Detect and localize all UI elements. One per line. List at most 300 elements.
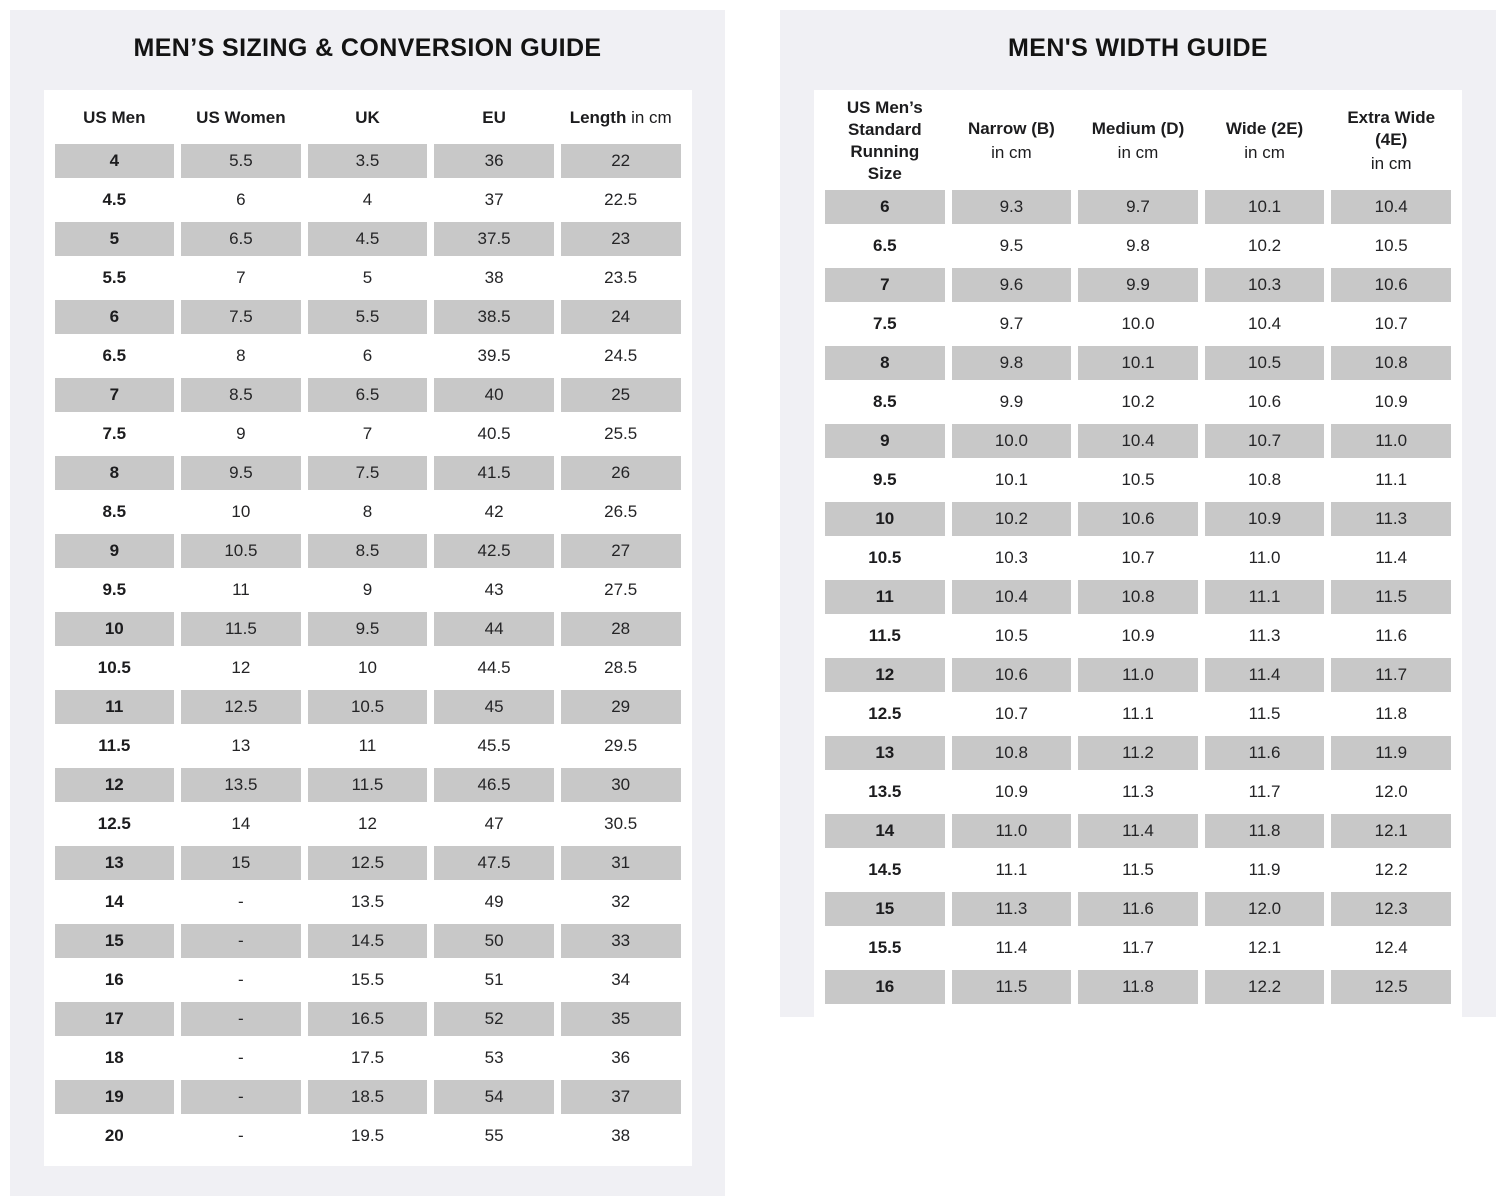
table-cell: 16.5 [308, 1002, 428, 1036]
table-cell: 11.4 [1375, 548, 1408, 568]
column-header: US Men [83, 107, 146, 127]
table-cell: 26 [561, 456, 681, 490]
table-cell: 9 [825, 424, 945, 458]
table-cell: 11.0 [1078, 658, 1198, 692]
table-cell: 4.5 [308, 222, 428, 256]
table-cell: 10.0 [952, 424, 1072, 458]
table-cell: 14 [104, 892, 124, 911]
table-cell: 8 [825, 346, 945, 380]
column-header: US Women [196, 107, 286, 127]
table-cell: 10.8 [1248, 470, 1282, 490]
sizing-conversion-table [48, 92, 688, 1158]
table-cell: 23 [561, 222, 681, 256]
table-row [55, 885, 681, 919]
table-row [55, 846, 681, 880]
table-cell: 37 [484, 190, 504, 209]
table-cell: 10.8 [1078, 580, 1198, 614]
column-header: US Men’s Standard Running Size [846, 98, 923, 184]
table-cell: 11.5 [868, 626, 901, 646]
table-cell: 11 [55, 690, 175, 724]
table-cell: 12.4 [1374, 938, 1408, 958]
table-cell: 13.5 [868, 782, 902, 802]
table-cell: 9.6 [952, 268, 1072, 302]
table-cell: 8.5 [872, 392, 897, 412]
table-row [55, 690, 681, 724]
table-cell: 5.5 [181, 144, 301, 178]
table-row [825, 697, 1451, 731]
table-cell: 15.5 [350, 970, 385, 989]
column-header: EU [482, 107, 506, 127]
table-cell: 4.5 [102, 190, 127, 209]
table-cell: 38 [484, 268, 504, 287]
table-row [825, 892, 1451, 926]
table-cell: 22 [561, 144, 681, 178]
table-cell: 10 [825, 502, 945, 536]
table-cell: 12.1 [1331, 814, 1451, 848]
table-row [55, 300, 681, 334]
table-cell: 11.6 [1078, 892, 1198, 926]
table-row [55, 222, 681, 256]
table-row [55, 339, 681, 373]
table-cell: 9.5 [308, 612, 428, 646]
table-cell: 38 [611, 1126, 631, 1145]
table-cell: 40.5 [477, 424, 511, 443]
table-row [825, 970, 1451, 1004]
table-cell: 54 [434, 1080, 554, 1114]
table-cell: 12.5 [181, 690, 301, 724]
table-cell: 42 [484, 502, 504, 521]
table-cell: 45.5 [477, 736, 511, 755]
table-cell: 6.5 [308, 378, 428, 412]
table-row [825, 814, 1451, 848]
table-cell: 32 [611, 892, 631, 911]
table-cell: 15 [181, 846, 301, 880]
table-cell: 10.5 [181, 534, 301, 568]
sizing-conversion-panel [10, 10, 725, 1196]
table-cell: 38.5 [434, 300, 554, 334]
table-cell: 19.5 [350, 1126, 385, 1145]
table-cell: 12.5 [308, 846, 428, 880]
table-row [55, 729, 681, 763]
table-cell: 20 [104, 1126, 124, 1145]
table-cell: 30.5 [604, 814, 638, 833]
table-cell: 9.7 [999, 314, 1024, 334]
table-cell: 30 [561, 768, 681, 802]
table-cell: 9 [362, 580, 373, 599]
table-row [825, 736, 1451, 770]
sizing-conversion-title: MEN’S SIZING & CONVERSION GUIDE [133, 34, 602, 62]
table-cell: 25.5 [604, 424, 638, 443]
table-cell: 14.5 [308, 924, 428, 958]
table-cell: 11.4 [1205, 658, 1325, 692]
table-cell: 10.4 [1248, 314, 1282, 334]
table-cell: 11.3 [1248, 626, 1281, 646]
table-cell: 41.5 [434, 456, 554, 490]
table-cell: 12.2 [1374, 860, 1408, 880]
table-cell: 9.7 [1078, 190, 1198, 224]
table-cell: 11.3 [1331, 502, 1451, 536]
table-cell: 9.5 [872, 470, 897, 490]
table-cell: 6 [362, 346, 373, 365]
table-cell: 9.3 [952, 190, 1072, 224]
table-cell: 6.5 [872, 236, 897, 256]
table-cell: 6 [55, 300, 175, 334]
table-cell: 13.5 [181, 768, 301, 802]
table-cell: 11.5 [1331, 580, 1451, 614]
table-cell: 11.3 [1122, 782, 1154, 802]
table-cell: 10 [55, 612, 175, 646]
table-cell: 9.9 [999, 392, 1024, 412]
table-cell: 35 [561, 1002, 681, 1036]
table-cell: 9 [236, 424, 246, 443]
table-cell: 9.8 [952, 346, 1072, 380]
header-row [55, 97, 681, 139]
table-cell: 27 [561, 534, 681, 568]
table-cell: - [238, 1126, 244, 1145]
table-cell: 8 [236, 346, 246, 365]
table-row [55, 1119, 681, 1153]
table-cell: 15 [55, 924, 175, 958]
table-cell: 10.9 [1205, 502, 1325, 536]
table-cell: 26.5 [604, 502, 638, 521]
table-cell: 12 [55, 768, 175, 802]
table-cell: 10.5 [1121, 470, 1155, 490]
column-header: Wide (2E) in cm [1225, 119, 1304, 163]
table-cell: 10.4 [1078, 424, 1198, 458]
table-cell: 10.7 [1205, 424, 1325, 458]
table-cell: 7 [825, 268, 945, 302]
table-cell: 13.5 [350, 892, 385, 911]
table-cell: 18 [104, 1048, 124, 1067]
table-cell: 9 [55, 534, 175, 568]
table-row [825, 658, 1451, 692]
table-cell: 10.4 [952, 580, 1072, 614]
table-cell: 10.6 [1331, 268, 1451, 302]
table-row [55, 924, 681, 958]
table-cell: 11.3 [952, 892, 1072, 926]
table-cell: 5.5 [102, 268, 127, 287]
table-cell: 55 [484, 1126, 504, 1145]
table-cell: 47 [484, 814, 504, 833]
table-row [55, 807, 681, 841]
table-cell: 11.0 [1248, 548, 1281, 568]
table-row [55, 612, 681, 646]
table-cell: 11.2 [1078, 736, 1198, 770]
table-cell: 10.8 [952, 736, 1072, 770]
table-cell: - [238, 1048, 244, 1067]
table-cell: 11.0 [952, 814, 1072, 848]
table-row [825, 268, 1451, 302]
table-cell: 12.3 [1331, 892, 1451, 926]
table-row [55, 417, 681, 451]
table-cell: 29 [561, 690, 681, 724]
table-cell: 9.9 [1078, 268, 1198, 302]
table-cell: 12 [825, 658, 945, 692]
table-row [825, 502, 1451, 536]
width-guide-title: MEN'S WIDTH GUIDE [1008, 34, 1268, 62]
table-row [825, 775, 1451, 809]
table-cell: 8.5 [181, 378, 301, 412]
table-cell: 13 [231, 736, 251, 755]
table-cell: 10.1 [1205, 190, 1325, 224]
table-cell: 11.1 [1205, 580, 1325, 614]
table-cell: 12.5 [1331, 970, 1451, 1004]
table-cell: 34 [611, 970, 631, 989]
table-cell: - [181, 1080, 301, 1114]
table-cell: 11.5 [98, 736, 131, 755]
table-cell: - [181, 924, 301, 958]
table-cell: 11.0 [1331, 424, 1451, 458]
table-row [55, 261, 681, 295]
table-cell: 12 [231, 658, 251, 677]
table-cell: 10.1 [1078, 346, 1198, 380]
table-cell: 25 [561, 378, 681, 412]
table-cell: 11.5 [952, 970, 1072, 1004]
table-cell: 12.1 [1248, 938, 1282, 958]
table-cell: 10.1 [994, 470, 1028, 490]
column-header: UK [355, 107, 380, 127]
table-cell: 11.5 [1122, 860, 1154, 880]
table-cell: 10.3 [1205, 268, 1325, 302]
table-cell: 9.5 [999, 236, 1024, 256]
table-cell: 10.6 [1078, 502, 1198, 536]
table-cell: 12.5 [97, 814, 131, 833]
table-cell: 36 [434, 144, 554, 178]
table-cell: 4 [55, 144, 175, 178]
table-cell: 10 [231, 502, 251, 521]
table-cell: 10.0 [1121, 314, 1155, 334]
table-cell: 10.5 [1374, 236, 1408, 256]
table-cell: 11.8 [1078, 970, 1198, 1004]
table-cell: 23.5 [604, 268, 638, 287]
table-cell: 13 [825, 736, 945, 770]
table-cell: 24 [561, 300, 681, 334]
table-cell: 50 [434, 924, 554, 958]
table-cell: 7.5 [181, 300, 301, 334]
table-row [825, 307, 1451, 341]
table-cell: 10.9 [994, 782, 1028, 802]
table-cell: 10.8 [1331, 346, 1451, 380]
table-cell: 12.2 [1205, 970, 1325, 1004]
table-cell: 11.1 [1122, 704, 1154, 724]
table-cell: 11 [232, 580, 250, 599]
table-cell: 5 [362, 268, 373, 287]
width-guide-card [814, 90, 1462, 1017]
table-cell: 10.5 [868, 548, 902, 568]
table-cell: 6 [236, 190, 246, 209]
table-cell: 22.5 [604, 190, 638, 209]
table-cell: 24.5 [604, 346, 638, 365]
table-cell: 40 [434, 378, 554, 412]
table-cell: 8 [55, 456, 175, 490]
table-row [825, 931, 1451, 965]
table-cell: 11.1 [995, 860, 1028, 880]
table-cell: 7 [362, 424, 373, 443]
table-cell: 12.0 [1374, 782, 1408, 802]
table-cell: 19 [55, 1080, 175, 1114]
table-row [825, 580, 1451, 614]
table-cell: 53 [484, 1048, 504, 1067]
table-cell: 11.7 [1248, 782, 1281, 802]
table-cell: 12.0 [1205, 892, 1325, 926]
table-cell: 10.5 [1205, 346, 1325, 380]
table-cell: 10.5 [97, 658, 131, 677]
sizing-conversion-card [44, 90, 692, 1166]
table-cell: 17 [55, 1002, 175, 1036]
table-cell: 10.7 [994, 704, 1028, 724]
table-cell: 5 [55, 222, 175, 256]
table-cell: 10.4 [1331, 190, 1451, 224]
table-cell: 17.5 [350, 1048, 385, 1067]
table-row [55, 963, 681, 997]
table-cell: 11.5 [308, 768, 428, 802]
table-cell: 11.6 [1375, 626, 1408, 646]
table-row [55, 1041, 681, 1075]
table-cell: 44.5 [477, 658, 511, 677]
table-cell: 9.8 [1126, 236, 1150, 256]
table-cell: 28 [561, 612, 681, 646]
table-row [825, 346, 1451, 380]
table-row [55, 1080, 681, 1114]
header-row [825, 97, 1451, 185]
table-cell: 9.5 [102, 580, 127, 599]
column-header: Length in cm [569, 107, 672, 127]
table-cell: 28.5 [604, 658, 638, 677]
table-cell: 9.5 [181, 456, 301, 490]
table-cell: 3.5 [308, 144, 428, 178]
table-cell: 16 [104, 970, 124, 989]
table-cell: 33 [561, 924, 681, 958]
table-cell: 10.2 [1248, 236, 1282, 256]
table-cell: 8.5 [102, 502, 127, 521]
table-row [825, 853, 1451, 887]
column-header: Medium (D) in cm [1091, 119, 1185, 163]
table-cell: 11 [358, 736, 377, 755]
table-cell: 7.5 [308, 456, 428, 490]
table-row [825, 190, 1451, 224]
table-cell: 11.9 [1248, 860, 1281, 880]
table-cell: 6.5 [102, 346, 127, 365]
table-cell: 5.5 [308, 300, 428, 334]
table-cell: 46.5 [434, 768, 554, 802]
table-cell: 11.8 [1375, 704, 1408, 724]
table-cell: 18.5 [308, 1080, 428, 1114]
table-row [55, 495, 681, 529]
table-cell: 6.5 [181, 222, 301, 256]
table-cell: 7 [236, 268, 246, 287]
table-cell: 14.5 [868, 860, 902, 880]
table-cell: 14 [825, 814, 945, 848]
table-row [825, 229, 1451, 263]
table-cell: 10.5 [994, 626, 1028, 646]
table-cell: 10.9 [1121, 626, 1155, 646]
table-cell: 14 [231, 814, 251, 833]
table-cell: 29.5 [604, 736, 638, 755]
table-cell: 36 [611, 1048, 631, 1067]
table-cell: 11.4 [995, 938, 1028, 958]
table-row [825, 463, 1451, 497]
table-cell: 7.5 [102, 424, 127, 443]
table-cell: 12.5 [868, 704, 902, 724]
table-cell: - [238, 892, 244, 911]
table-row [825, 541, 1451, 575]
table-row [55, 573, 681, 607]
table-cell: 6 [825, 190, 945, 224]
table-cell: 51 [484, 970, 504, 989]
table-cell: 10.7 [1121, 548, 1155, 568]
table-row [55, 378, 681, 412]
table-row [55, 456, 681, 490]
table-row [825, 619, 1451, 653]
table-cell: 42.5 [434, 534, 554, 568]
table-row [825, 424, 1451, 458]
table-cell: 43 [484, 580, 504, 599]
table-row [55, 768, 681, 802]
table-cell: 27.5 [604, 580, 638, 599]
table-cell: 16 [825, 970, 945, 1004]
table-cell: 4 [362, 190, 373, 209]
table-cell: 47.5 [434, 846, 554, 880]
table-cell: 44 [434, 612, 554, 646]
table-cell: 7 [55, 378, 175, 412]
table-cell: 12 [358, 814, 377, 833]
column-header: Extra Wide (4E) in cm [1347, 108, 1436, 174]
table-cell: 11.5 [1248, 704, 1281, 724]
table-cell: 10.2 [1121, 392, 1155, 412]
table-cell: 37.5 [434, 222, 554, 256]
table-cell: 37 [561, 1080, 681, 1114]
table-row [825, 385, 1451, 419]
table-row [55, 534, 681, 568]
table-cell: - [238, 970, 244, 989]
table-cell: 10.7 [1374, 314, 1408, 334]
table-cell: 15 [825, 892, 945, 926]
table-cell: 11.7 [1331, 658, 1451, 692]
table-cell: 15.5 [868, 938, 902, 958]
table-cell: 8 [362, 502, 373, 521]
table-cell: 11.8 [1205, 814, 1325, 848]
table-cell: 10.2 [952, 502, 1072, 536]
table-cell: 11.5 [181, 612, 301, 646]
table-cell: 10.6 [952, 658, 1072, 692]
table-cell: 11 [825, 580, 945, 614]
table-cell: 8.5 [308, 534, 428, 568]
table-cell: 49 [484, 892, 504, 911]
table-cell: 11.9 [1331, 736, 1451, 770]
table-cell: 52 [434, 1002, 554, 1036]
table-cell: 10.6 [1248, 392, 1282, 412]
table-cell: 11.7 [1122, 938, 1154, 958]
column-header: Narrow (B) in cm [967, 119, 1055, 163]
table-cell: 10.3 [994, 548, 1028, 568]
table-row [55, 144, 681, 178]
table-cell: 11.1 [1375, 470, 1408, 490]
width-guide-table [818, 92, 1458, 1009]
table-row [55, 651, 681, 685]
table-cell: 13 [55, 846, 175, 880]
width-guide-panel [780, 10, 1496, 1017]
table-cell: 7.5 [872, 314, 897, 334]
table-cell: 10.5 [308, 690, 428, 724]
table-row [55, 1002, 681, 1036]
table-cell: 31 [561, 846, 681, 880]
table-cell: 11.4 [1078, 814, 1198, 848]
table-cell: 11.6 [1205, 736, 1325, 770]
table-cell: - [181, 1002, 301, 1036]
table-cell: 45 [434, 690, 554, 724]
table-cell: 10.9 [1374, 392, 1408, 412]
table-row [55, 183, 681, 217]
